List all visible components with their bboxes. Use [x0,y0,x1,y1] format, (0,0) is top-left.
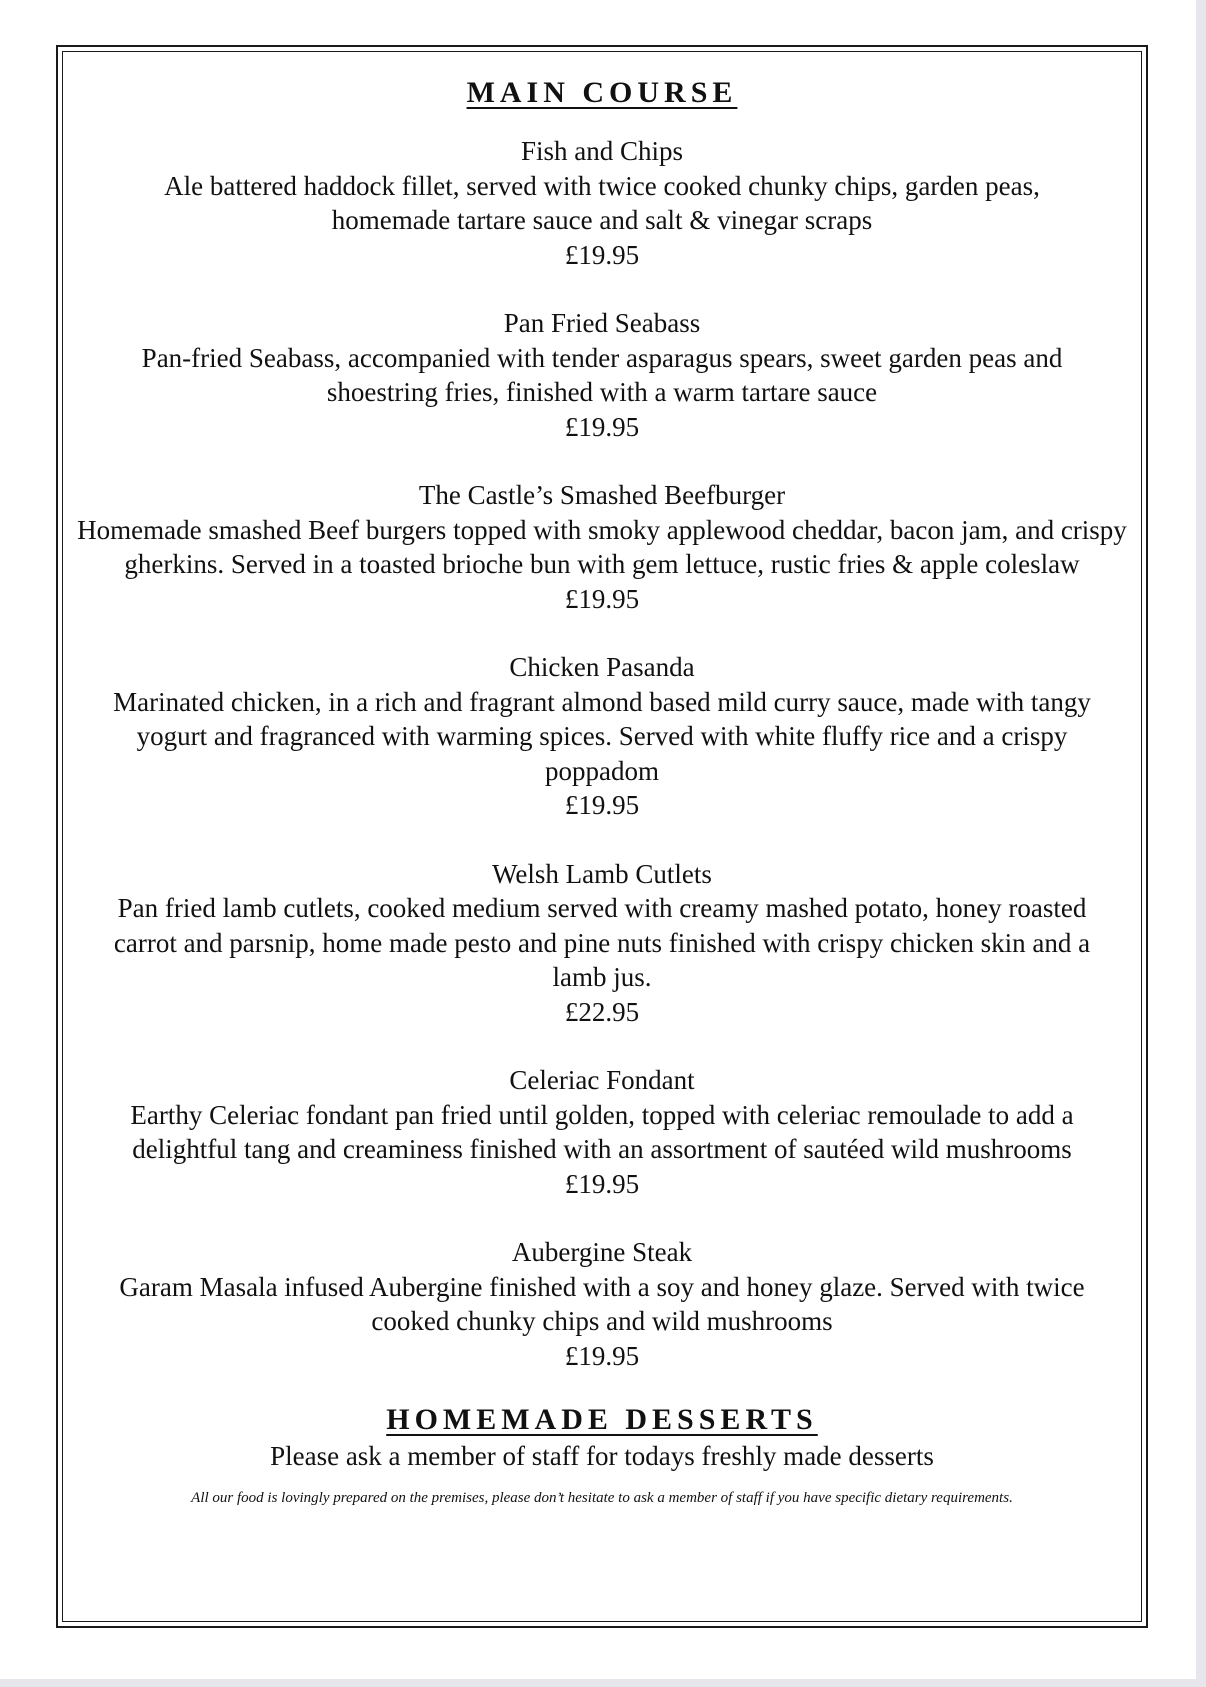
dish-description: Earthy Celeriac fondant pan fried until golden, topped with celeriac remoulade to add a delightful tang and creaminess finished with an assortment of sautéed wild mushrooms [130,1099,1074,1164]
dish-name: Pan Fried Seabass [503,308,701,338]
dish-description: Pan fried lamb cutlets, cooked medium served with creamy mashed potato, honey roasted carrot and parsnip, home made pesto and pine nuts finished with crispy chicken skin and a lamb jus. [113,893,1091,992]
menu-item-fish-and-chips [73,134,1131,272]
page-edge-right [1196,0,1206,1687]
dish-price: £19.95 [564,411,640,442]
dish-name: Chicken Pasanda [509,652,695,682]
dish-name: The Castle’s Smashed Beefburger [418,480,786,510]
dish-description: Pan-fried Seabass, accompanied with tender asparagus spears, sweet garden peas and shoestring fries, finished with a warm tartare sauce [141,342,1063,407]
menu-item-welsh-lamb-cutlets [73,857,1131,1030]
menu-frame [56,45,1148,1628]
dish-price: £19.95 [564,1168,640,1199]
desserts-heading: HOMEMADE DESSERTS [386,1403,818,1436]
menu-item-smashed-beefburger [73,478,1131,616]
dish-price: £22.95 [564,996,640,1027]
dish-name: Welsh Lamb Cutlets [492,858,712,889]
dish-description: Ale battered haddock fillet, served with twice cooked chunky chips, garden peas, homemade tartare sauce and salt & vinegar scraps [164,170,1040,235]
menu-item-aubergine-steak [73,1235,1131,1373]
main-course-heading: MAIN COURSE [466,76,738,109]
dietary-footer-note: All our food is lovingly prepared on the premises, please don’t hesitate to ask a member of staff if you have specific dietary requirements. [191,1490,1013,1506]
page-edge-bottom [0,1679,1206,1687]
dish-price: £19.95 [564,1340,640,1371]
menu-item-chicken-pasanda [73,650,1131,823]
dish-price: £19.95 [564,790,640,820]
menu-frame-inner [62,51,1142,1622]
dish-price: £19.95 [564,583,640,614]
dish-description: Homemade smashed Beef burgers topped with smoky applewood cheddar, bacon jam, and crispy gherkins. Served in a toasted brioche bun with gem lettuce, rustic fries & apple coleslaw [77,514,1127,579]
dish-price: £19.95 [564,239,640,270]
menu-item-celeriac-fondant [73,1063,1131,1201]
dish-name: Fish and Chips [520,136,684,166]
dish-description: Marinated chicken, in a rich and fragrant almond based mild curry sauce, made with tangy yogurt and fragranced with warming spices. Served with white fluffy rice and a crispy poppadom [113,686,1091,786]
desserts-note: Please ask a member of staff for todays freshly made desserts [270,1441,934,1471]
dish-description: Garam Masala infused Aubergine finished with a soy and honey glaze. Served with twice cooked chunky chips and wild mushrooms [119,1271,1085,1336]
menu-item-pan-fried-seabass [73,306,1131,444]
menu-content [73,76,1131,1509]
dish-name: Aubergine Steak [511,1237,693,1267]
dish-name: Celeriac Fondant [509,1065,695,1095]
